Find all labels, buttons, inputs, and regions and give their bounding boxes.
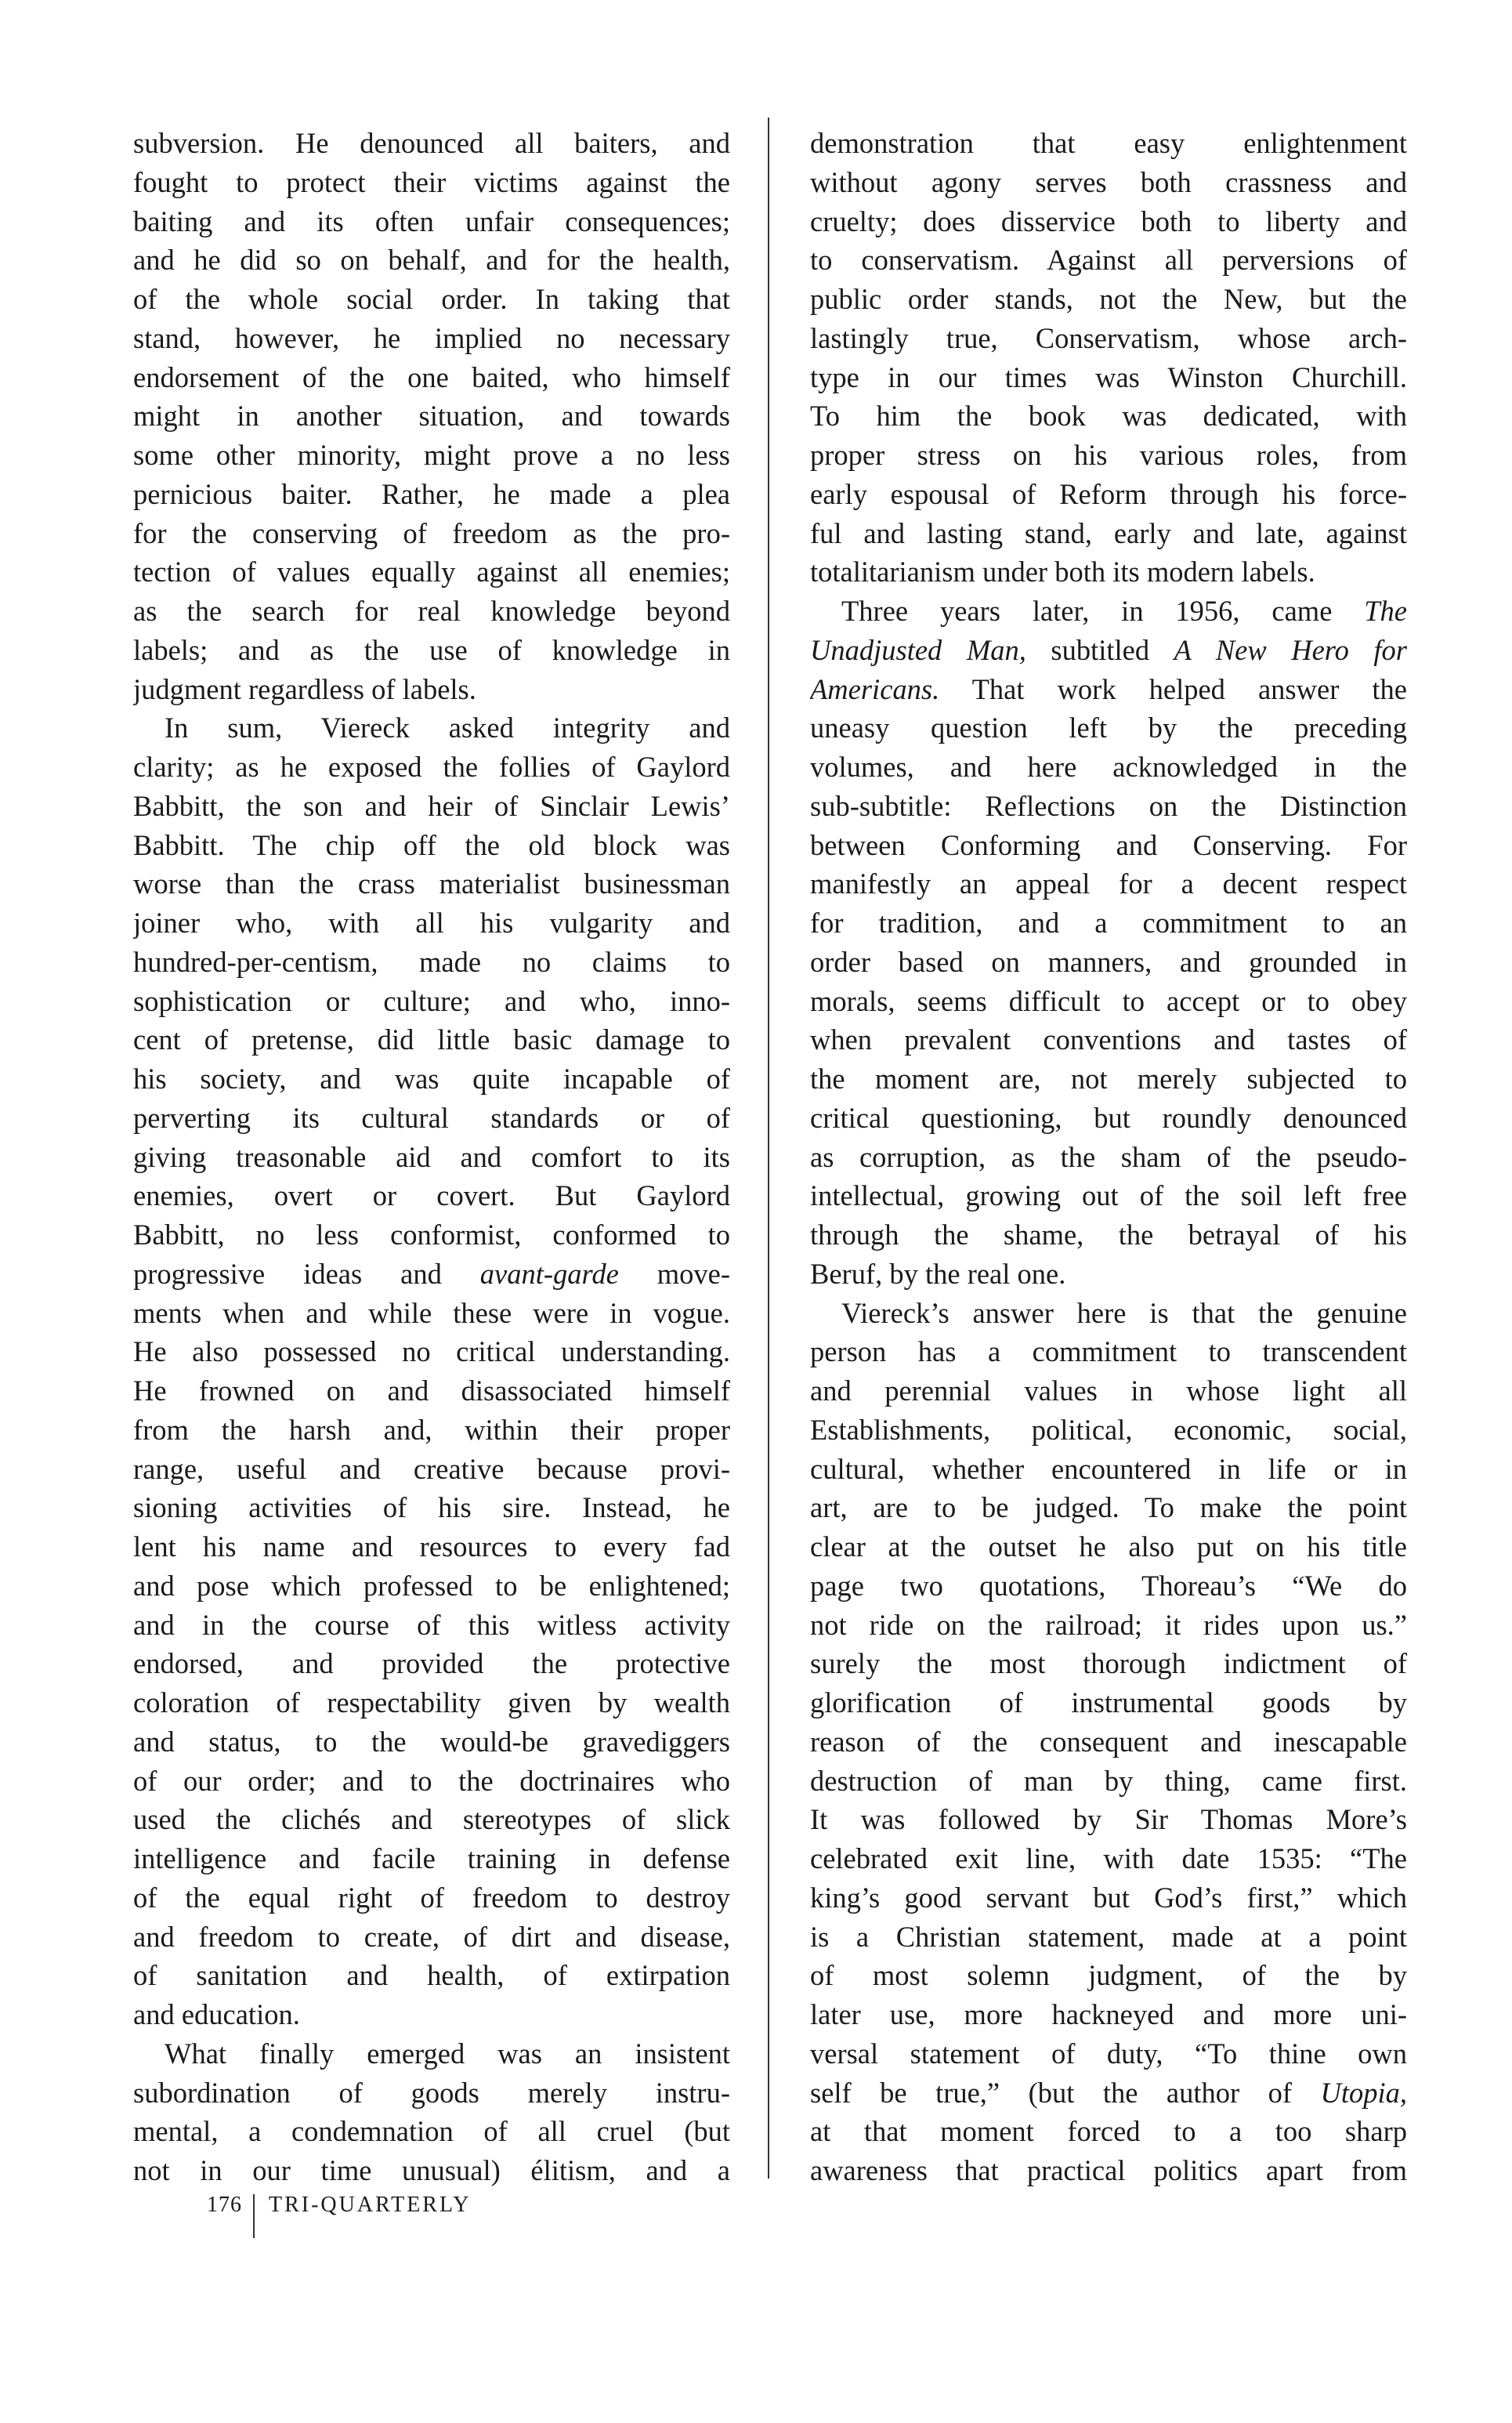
text-line: cruelty; does disservice both to liberty and xyxy=(810,205,1407,237)
text-line: person has a commitment to transcendent xyxy=(810,1335,1407,1368)
text-line: worse than the crass materialist businessman xyxy=(133,867,730,900)
text-line: page two quotations, Thoreau’s “We do xyxy=(810,1569,1407,1602)
text-line: to conservatism. Against all perversions of xyxy=(810,244,1407,277)
text-line: when prevalent conventions and tastes of xyxy=(810,1023,1407,1056)
text-line: pernicious baiter. Rather, he made a plea xyxy=(133,477,730,510)
text-line: coloration of respectability given by wealth xyxy=(133,1686,730,1719)
text-line xyxy=(810,631,1407,670)
text-line: used the clichés and stereotypes of slick xyxy=(133,1803,730,1836)
text-line: proper stress on his various roles, from xyxy=(810,439,1407,471)
text-line: not ride on the railroad; it rides upon us.” xyxy=(810,1608,1407,1641)
text-line: public order stands, not the New, but the xyxy=(810,283,1407,315)
text-line: lastingly true, Conservatism, whose arch- xyxy=(810,321,1407,354)
text-line: through the shame, the betrayal of his xyxy=(810,1219,1407,1251)
italic-title: The xyxy=(1364,595,1407,627)
text-line: It was followed by Sir Thomas More’s xyxy=(810,1803,1407,1836)
text-segment: That work helped answer the xyxy=(939,672,1407,705)
text-line: clarity; as he exposed the follies of Gaylord xyxy=(133,751,730,783)
text-line: is a Christian statement, made at a point xyxy=(810,1920,1407,1953)
text-line: cent of pretense, did little basic damage to xyxy=(133,1023,730,1056)
text-line: later use, more hackneyed and more uni- xyxy=(810,1998,1407,2030)
text-line: glorification of instrumental goods by xyxy=(810,1686,1407,1719)
text-line: Viereck’s answer here is that the genuine xyxy=(841,1296,1407,1329)
text-line: cultural, whether encountered in life or in xyxy=(810,1452,1407,1485)
text-segment: self be true,” (but the author of xyxy=(810,2076,1321,2109)
text-line xyxy=(810,2073,1407,2113)
text-line: What finally emerged was an insistent xyxy=(165,2037,730,2070)
text-line: In sum, Viereck asked integrity and xyxy=(165,712,730,744)
text-line: and education. xyxy=(133,1998,300,2030)
text-line xyxy=(810,592,1407,631)
text-line: enemies, overt or covert. But Gaylord xyxy=(133,1179,730,1212)
italic-title: A New Hero for xyxy=(1174,633,1407,666)
right-column xyxy=(810,124,1407,2190)
text-line: critical questioning, but roundly denounced xyxy=(810,1101,1407,1134)
text-line: awareness that practical politics apart from xyxy=(810,2154,1407,2186)
text-line: sub-subtitle: Reflections on the Distinction xyxy=(810,789,1407,822)
text-line: his society, and was quite incapable of xyxy=(133,1063,730,1095)
text-line: and he did so on behalf, and for the health, xyxy=(133,244,730,277)
text-line: Babbitt, no less conformist, conformed to xyxy=(133,1219,730,1251)
text-line: versal statement of duty, “To thine own xyxy=(810,2037,1407,2070)
text-line: intellectual, growing out of the soil left free xyxy=(810,1179,1407,1212)
text-line: destruction of man by thing, came first. xyxy=(810,1764,1407,1797)
text-line: judgment regardless of labels. xyxy=(133,672,476,705)
text-line: some other minority, might prove a no less xyxy=(133,439,730,471)
text-line: between Conforming and Conserving. For xyxy=(810,828,1407,861)
running-footer-title: TRI-QUARTERLY xyxy=(269,2193,472,2217)
column-divider xyxy=(768,118,769,2179)
text-line: intelligence and facile training in defense xyxy=(133,1842,730,1874)
text-segment: move- xyxy=(618,1257,730,1290)
text-line: might in another situation, and towards xyxy=(133,400,730,433)
text-line: of the equal right of freedom to destroy xyxy=(133,1881,730,1914)
text-segment: subtitled xyxy=(1025,633,1174,666)
text-line: labels; and as the use of knowledge in xyxy=(133,633,730,666)
text-line: morals, seems difficult to accept or to obey xyxy=(810,984,1407,1017)
text-line: for the conserving of freedom as the pro- xyxy=(133,516,730,549)
text-segment: progressive ideas and xyxy=(133,1257,480,1290)
text-line: subversion. He denounced all baiters, and xyxy=(133,127,730,159)
text-line: of sanitation and health, of extirpation xyxy=(133,1959,730,1992)
text-line: totalitarianism under both its modern labels. xyxy=(810,556,1315,589)
text-line: Beruf, by the real one. xyxy=(810,1257,1066,1290)
page-number: 176 xyxy=(207,2193,242,2217)
text-line: without agony serves both crassness and xyxy=(810,165,1407,198)
text-line: mental, a condemnation of all cruel (but xyxy=(133,2115,730,2148)
italic-title: avant-garde xyxy=(479,1257,619,1290)
text-line: lent his name and resources to every fad xyxy=(133,1530,730,1563)
text-line: uneasy question left by the preceding xyxy=(810,712,1407,744)
text-line: not in our time unusual) élitism, and a xyxy=(133,2154,730,2186)
text-line: order based on manners, and grounded in xyxy=(810,945,1407,978)
text-line xyxy=(810,670,1407,709)
text-line: He frowned on and disassociated himself xyxy=(133,1374,730,1407)
text-line: Babbitt. The chip off the old block was xyxy=(133,828,730,861)
text-line: reason of the consequent and inescapable xyxy=(810,1725,1407,1758)
text-line: of most solemn judgment, of the by xyxy=(810,1959,1407,1992)
italic-title: Americans. xyxy=(810,672,940,705)
text-line: of the whole social order. In taking that xyxy=(133,283,730,315)
footer-divider xyxy=(253,2194,255,2238)
text-line: king’s good servant but God’s first,” which xyxy=(810,1881,1407,1914)
text-line: surely the most thorough indictment of xyxy=(810,1647,1407,1680)
text-line: To him the book was dedicated, with xyxy=(810,400,1407,433)
text-line: giving treasonable aid and comfort to its xyxy=(133,1140,730,1173)
text-line: type in our times was Winston Churchill. xyxy=(810,360,1407,393)
text-line: and status, to the would-be gravediggers xyxy=(133,1725,730,1758)
text-line: hundred-per-centism, made no claims to xyxy=(133,945,730,978)
text-line: ments when and while these were in vogue. xyxy=(133,1296,730,1329)
text-line: art, are to be judged. To make the point xyxy=(810,1491,1407,1524)
text-segment: Three years later, in 1956, came xyxy=(841,595,1365,627)
text-line: baiting and its often unfair consequences; xyxy=(133,205,730,237)
text-line: sophistication or culture; and who, inno- xyxy=(133,984,730,1017)
text-line: He also possessed no critical understanding. xyxy=(133,1335,730,1368)
left-column xyxy=(133,124,730,2190)
text-line: endorsed, and provided the protective xyxy=(133,1647,730,1680)
text-line: endorsement of the one baited, who himself xyxy=(133,360,730,393)
text-line: clear at the outset he also put on his title xyxy=(810,1530,1407,1563)
text-line xyxy=(133,1255,730,1294)
text-line: as corruption, as the sham of the pseudo- xyxy=(810,1140,1407,1173)
text-line: joiner who, with all his vulgarity and xyxy=(133,907,730,939)
text-line: for tradition, and a commitment to an xyxy=(810,907,1407,939)
text-line: tection of values equally against all enemies; xyxy=(133,556,730,589)
text-line: perverting its cultural standards or of xyxy=(133,1101,730,1134)
text-line: stand, however, he implied no necessary xyxy=(133,321,730,354)
text-line: as the search for real knowledge beyond xyxy=(133,595,730,627)
text-line: subordination of goods merely instru- xyxy=(133,2076,730,2109)
text-line: range, useful and creative because provi- xyxy=(133,1452,730,1485)
text-line: at that moment forced to a too sharp xyxy=(810,2115,1407,2148)
text-line: and pose which professed to be enlightened; xyxy=(133,1569,730,1602)
text-line: Babbitt, the son and heir of Sinclair Lewis’ xyxy=(133,789,730,822)
italic-title: Utopia, xyxy=(1320,2076,1407,2109)
text-line: volumes, and here acknowledged in the xyxy=(810,751,1407,783)
text-line: demonstration that easy enlightenment xyxy=(810,127,1407,159)
text-line: the moment are, not merely subjected to xyxy=(810,1063,1407,1095)
text-line: and perennial values in whose light all xyxy=(810,1374,1407,1407)
text-line: sioning activities of his sire. Instead, he xyxy=(133,1491,730,1524)
text-line: fought to protect their victims against the xyxy=(133,165,730,198)
text-line: ful and lasting stand, early and late, against xyxy=(810,516,1407,549)
text-line: manifestly an appeal for a decent respect xyxy=(810,867,1407,900)
text-line: early espousal of Reform through his force- xyxy=(810,477,1407,510)
text-line: Establishments, political, economic, social, xyxy=(810,1413,1407,1446)
text-line: and in the course of this witless activity xyxy=(133,1608,730,1641)
text-line: and freedom to create, of dirt and disease, xyxy=(133,1920,730,1953)
italic-title: Unadjusted Man, xyxy=(810,633,1026,666)
text-line: celebrated exit line, with date 1535: “The xyxy=(810,1842,1407,1874)
text-line: of our order; and to the doctrinaires who xyxy=(133,1764,730,1797)
text-line: from the harsh and, within their proper xyxy=(133,1413,730,1446)
